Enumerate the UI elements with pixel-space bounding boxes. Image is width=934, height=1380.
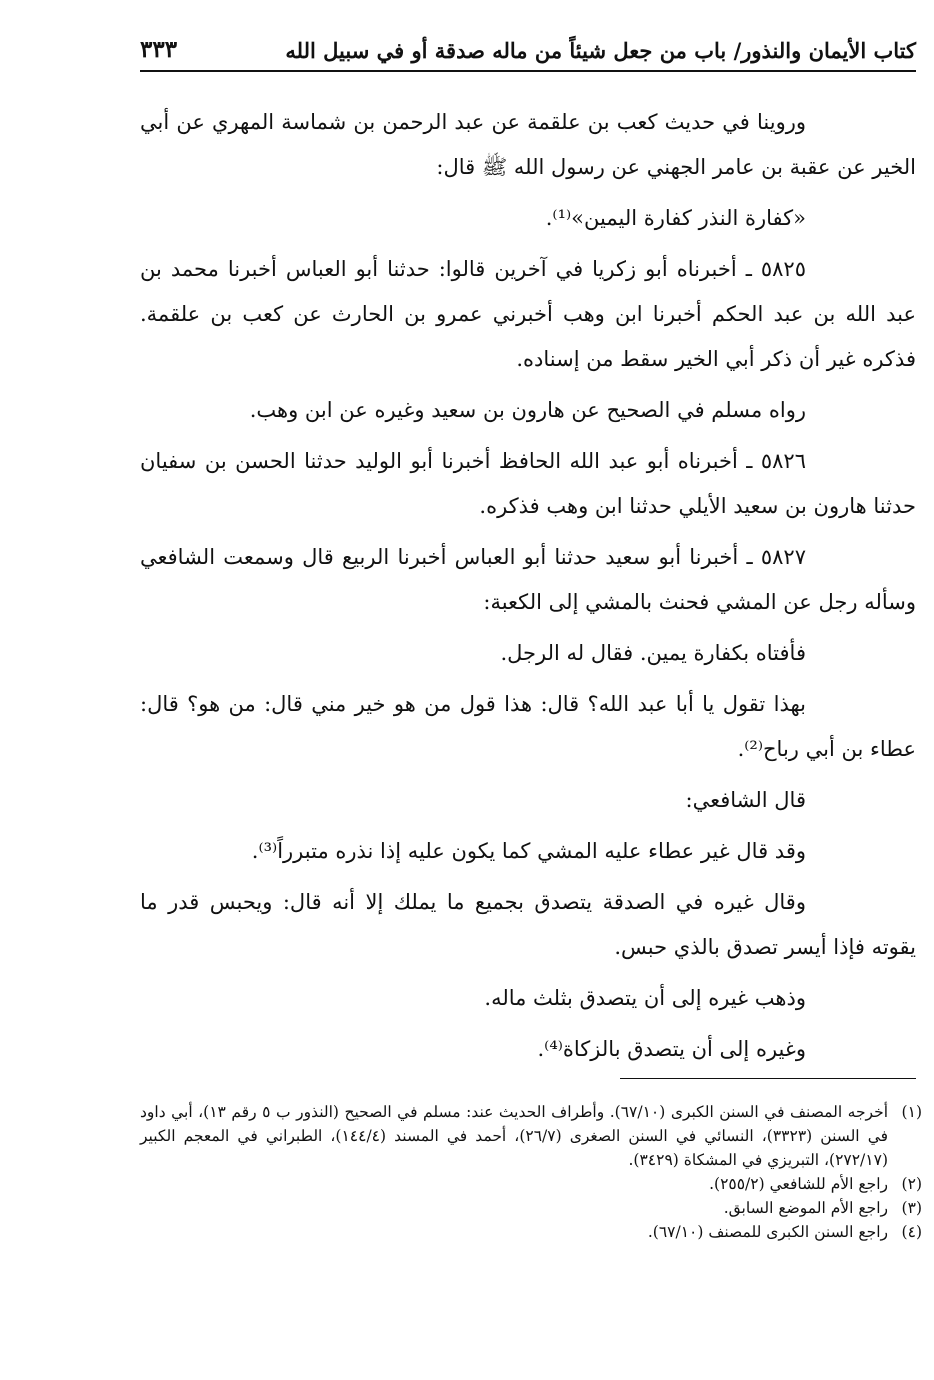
paragraph: فأفتاه بكفارة يمين. فقال له الرجل.: [500, 641, 806, 665]
paragraph: بهذا تقول يا أبا عبد الله؟ قال: هذا قول من هو خير مني قال: من هو؟ قال: عطاء بن أبي رباح⁽²⁾.: [140, 692, 916, 761]
footnote: [140, 1172, 922, 1196]
footnote-text: راجع الأم الموضع السابق.: [723, 1199, 888, 1217]
page-header: [140, 22, 916, 72]
footnote: [140, 1196, 922, 1220]
paragraph: وقد قال غير عطاء عليه المشي كما يكون عليه إذا نذره متبرراً⁽³⁾.: [251, 839, 806, 863]
footnote-number: (١): [901, 1103, 922, 1121]
footnotes: [140, 1100, 922, 1244]
header-rule: [140, 70, 916, 72]
paragraph-hadith-quote: «كفارة النذر كفارة اليمين»⁽¹⁾.: [545, 206, 806, 230]
footnote: [140, 1100, 922, 1172]
footnote-number: (٣): [901, 1199, 922, 1217]
page-number: ٣٣٣: [140, 36, 178, 63]
footnote-number: (٢): [901, 1175, 922, 1193]
paragraph: وذهب غيره إلى أن يتصدق بثلث ماله.: [484, 986, 806, 1010]
running-title: كتاب الأيمان والنذور/ باب من جعل شيئاً من ماله صدقة أو في سبيل الله: [285, 38, 916, 63]
paragraph-5826: ٥٨٢٦ ـ أخبرناه أبو عبد الله الحافظ أخبرنا أبو الوليد حدثنا الحسن بن سفيان حدثنا هارون بن سعيد الأيلي حدثنا ابن وهب فذكره.: [140, 449, 916, 518]
footnote-text: راجع السنن الكبرى للمصنف (٦٧/١٠).: [647, 1223, 888, 1241]
paragraph: قال الشافعي:: [685, 788, 806, 812]
footnote-number: (٤): [901, 1223, 922, 1241]
paragraph: وقال غيره في الصدقة يتصدق بجميع ما يملك إلا أنه قال: ويحبس قدر ما يقوته فإذا أيسر تصدق بالذي حبس.: [140, 890, 916, 959]
paragraph-5825: ٥٨٢٥ ـ أخبرناه أبو زكريا في آخرين قالوا: حدثنا أبو العباس أخبرنا محمد بن عبد الله بن عبد الحكم أخبرنا ابن وهب أخبرني عمرو بن الحارث عن كعب بن علقمة. فذكره غير أن ذكر أبي الخير سقط من إسناده.: [140, 257, 916, 371]
paragraph: وغيره إلى أن يتصدق بالزكاة⁽⁴⁾.: [537, 1037, 806, 1061]
paragraph: رواه مسلم في الصحيح عن هارون بن سعيد وغيره عن ابن وهب.: [249, 398, 806, 422]
paragraph-5827: ٥٨٢٧ ـ أخبرنا أبو سعيد حدثنا أبو العباس أخبرنا الربيع قال وسمعت الشافعي وسأله رجل عن المشي فحنث بالمشي إلى الكعبة:: [140, 545, 916, 614]
paragraph: وروينا في حديث كعب بن علقمة عن عبد الرحمن بن شماسة المهري عن أبي الخير عن عقبة بن عامر الجهني عن رسول الله ﷺ قال:: [140, 110, 916, 179]
footnote-separator: [620, 1078, 916, 1079]
footnote-text: أخرجه المصنف في السنن الكبرى (٦٧/١٠). وأطراف الحديث عند: مسلم في الصحيح (النذور ب ٥ رقم ١٣)، أبي داود في السنن (٣٣٢٣)، النسائي في السنن الصغرى (٢٦/٧)، أحمد في المسند (١٤٤/٤)، الطبراني في المعجم الكبير (٢٧٢/١٧)، التبريزي في المشكاة (٣٤٢٩).: [140, 1103, 889, 1169]
footnote-text: راجع الأم للشافعي (٢٥٥/٢).: [709, 1175, 888, 1193]
footnote: [140, 1220, 922, 1244]
main-text: [140, 100, 916, 1078]
